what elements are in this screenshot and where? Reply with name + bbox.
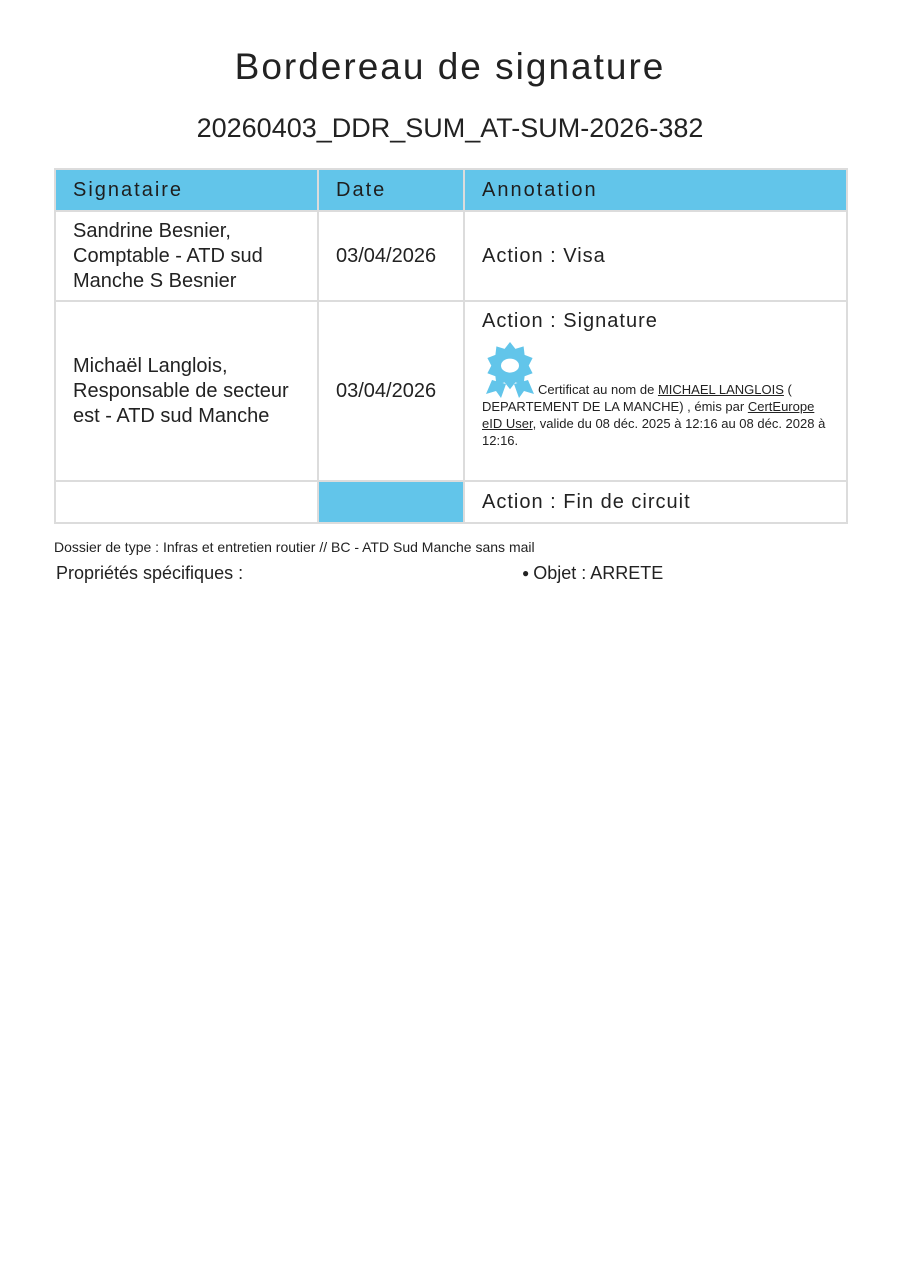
properties-label: Propriétés spécifiques :	[56, 563, 244, 583]
date-cell	[318, 481, 464, 523]
property-item	[522, 563, 663, 584]
annotation-cell: Action : Visa	[464, 211, 847, 301]
page-title: Bordereau de signature	[234, 46, 666, 87]
document-reference: 20260403_DDR_SUM_AT-SUM-2026-382	[196, 113, 704, 143]
annotation-action: Action : Signature	[482, 310, 658, 332]
certificate-validity: , valide du 08 déc. 2025 à 12:16 au 08 déc. 2028 à 12:16.	[482, 416, 826, 448]
certificate-middle: ( DEPARTEMENT DE LA MANCHE) , émis par	[482, 382, 792, 414]
signataire-cell	[55, 481, 318, 523]
certificate-info	[482, 342, 846, 449]
header-annotation: Annotation	[464, 169, 847, 211]
table-header-row	[55, 169, 847, 211]
property-item-text: Objet : ARRETE	[533, 563, 664, 583]
certificate-issuer-link[interactable]: CertEurope eID User	[482, 399, 815, 431]
annotation-cell	[464, 301, 847, 481]
signature-table	[54, 168, 848, 524]
certificate-holder-link[interactable]: MICHAEL LANGLOIS	[657, 382, 784, 397]
date-cell: 03/04/2026	[318, 211, 464, 301]
certificate-prefix: Certificat au nom de	[538, 382, 658, 397]
date-cell: 03/04/2026	[318, 301, 464, 481]
bullet-icon: ●	[522, 566, 530, 580]
header-date: Date	[318, 169, 464, 211]
signataire-cell: Michaël Langlois, Responsable de secteur est - ATD sud Manche	[55, 301, 318, 481]
table-row	[55, 301, 847, 481]
signataire-cell: Sandrine Besnier, Comptable - ATD sud Manche S Besnier	[55, 211, 318, 301]
header-signataire: Signataire	[55, 169, 318, 211]
table-row	[55, 211, 847, 301]
dossier-type: Dossier de type : Infras et entretien routier // BC - ATD Sud Manche sans mail	[54, 539, 535, 555]
certificate-badge-icon	[482, 342, 538, 398]
table-row	[55, 481, 847, 523]
annotation-cell: Action : Fin de circuit	[464, 481, 847, 523]
